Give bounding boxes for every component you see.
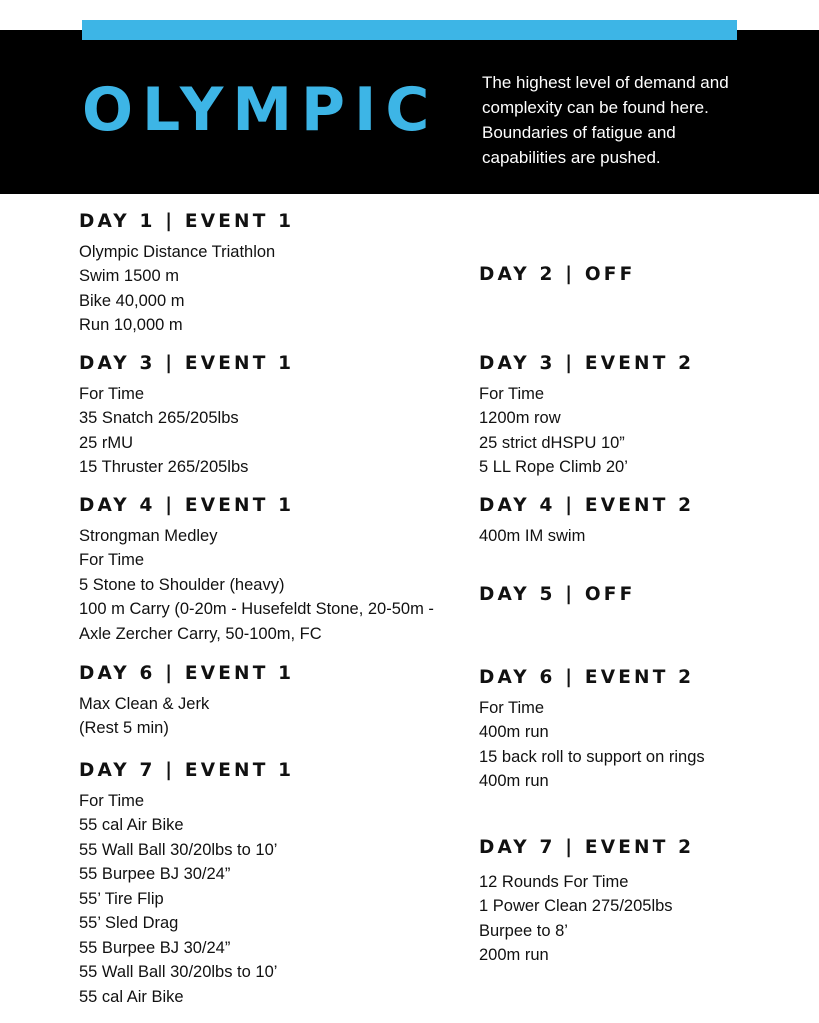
workout-line: For Time	[79, 551, 145, 569]
workout-line: 400m run	[479, 772, 549, 790]
workout-line: 25 strict dHSPU 10”	[479, 433, 625, 452]
workout-line: 55’ Tire Flip	[79, 889, 164, 908]
section-heading: DAY 3 | EVENT 1	[79, 353, 295, 374]
section-heading: DAY 7 | EVENT 1	[79, 760, 295, 781]
workout-line: 12 Rounds For Time	[479, 872, 629, 891]
workout-line: 25 rMU	[79, 433, 134, 452]
tagline-line: complexity can be found here.	[482, 98, 709, 117]
workout-line: Max Clean & Jerk	[79, 694, 210, 713]
section-heading: DAY 5 | OFF	[479, 584, 636, 605]
workout-line: Strongman Medley	[79, 526, 218, 545]
workout-line: 55’ Sled Drag	[79, 914, 179, 932]
workout-line: 55 Burpee BJ 30/24”	[79, 865, 231, 883]
workout-line: Bike 40,000 m	[79, 291, 185, 310]
workout-line: For Time	[479, 698, 545, 717]
section-heading: DAY 3 | EVENT 2	[479, 353, 695, 374]
tagline-line: Boundaries of fatigue and	[482, 123, 676, 142]
tagline	[482, 70, 782, 170]
workout-line: Swim 1500 m	[79, 267, 179, 285]
day1-event1	[79, 213, 294, 338]
workout-line: 35 Snatch 265/205lbs	[79, 409, 239, 427]
workout-line: 400m IM swim	[479, 526, 586, 545]
accent-bar	[82, 20, 737, 40]
workout-line: 5 Stone to Shoulder (heavy)	[79, 575, 285, 594]
day3-event2	[479, 355, 694, 480]
section-heading: DAY 7 | EVENT 2	[479, 837, 695, 858]
workout-line: For Time	[79, 791, 145, 810]
workout-line: 55 Wall Ball 30/20lbs to 10’	[79, 840, 278, 859]
workout-line: 15 back roll to support on rings	[479, 747, 705, 766]
workout-line: 55 cal Air Bike	[79, 987, 184, 1006]
day4-event1	[79, 497, 439, 646]
section-heading: DAY 4 | EVENT 1	[79, 495, 295, 516]
section-heading: DAY 4 | EVENT 2	[479, 495, 695, 516]
section-heading: DAY 6 | EVENT 2	[479, 667, 695, 688]
workout-line: 200m run	[479, 946, 549, 964]
workout-line: For Time	[479, 384, 545, 403]
workout-line: 55 Wall Ball 30/20lbs to 10’	[79, 963, 278, 981]
page-title: OLYMPIC	[82, 75, 439, 145]
day7-event1	[79, 762, 294, 1009]
day3-event1	[79, 355, 294, 480]
workout-line: 1200m row	[479, 409, 561, 427]
workout-line: 15 Thruster 265/205lbs	[79, 458, 249, 476]
section-heading: DAY 6 | EVENT 1	[79, 663, 295, 684]
day2-off	[479, 266, 635, 293]
workout-line: (Rest 5 min)	[79, 719, 169, 737]
workout-line: 55 Burpee BJ 30/24”	[79, 938, 231, 957]
section-heading: DAY 2 | OFF	[479, 264, 636, 285]
section-heading: DAY 1 | EVENT 1	[79, 211, 295, 232]
day6-event1	[79, 665, 294, 741]
tagline-line: The highest level of demand and	[482, 73, 729, 92]
workout-line: 1 Power Clean 275/205lbs	[479, 897, 673, 915]
workout-line: 100 m Carry (0-20m - Husefeldt Stone, 20-50m - Axle Zercher Carry, 50-100m, FC	[79, 600, 434, 643]
workout-line: For Time	[79, 384, 145, 403]
workout-line: 5 LL Rope Climb 20’	[479, 458, 628, 476]
day5-off	[479, 586, 635, 613]
tagline-line: capabilities are pushed.	[482, 148, 661, 167]
workout-line: 400m run	[479, 723, 549, 741]
workout-line: Burpee to 8’	[479, 921, 568, 940]
workout-line: Run 10,000 m	[79, 316, 183, 334]
day6-event2	[479, 669, 705, 794]
day7-event2	[479, 839, 694, 968]
day4-event2	[479, 497, 694, 548]
workout-line: Olympic Distance Triathlon	[79, 242, 276, 261]
workout-line: 55 cal Air Bike	[79, 816, 184, 834]
